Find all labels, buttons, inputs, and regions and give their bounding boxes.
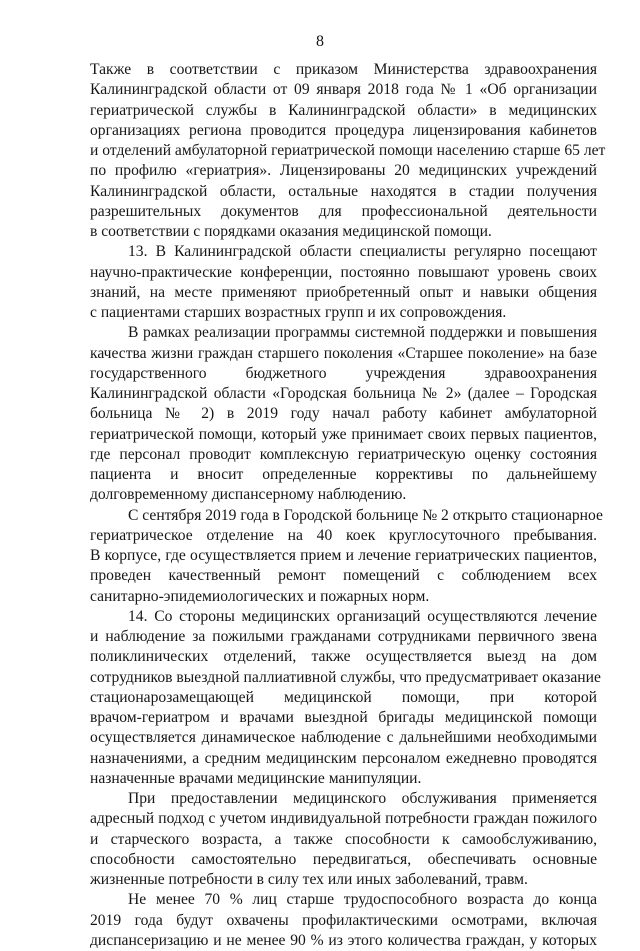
paragraph xyxy=(90,890,597,951)
text-line: 2019 года будут охвачены профилактическими осмотрами, включая xyxy=(90,911,597,929)
text-line: 13. В Калининградской области специалисты регулярно посещают xyxy=(128,243,597,261)
text-line: качества жизни граждан старшего поколения «Старшее поколение» на базе xyxy=(90,344,597,362)
text-line: долговременному диспансерному наблюдению. xyxy=(90,486,407,504)
text-line: В рамках реализации программы системной поддержки и повышения xyxy=(128,324,597,342)
paragraph xyxy=(90,789,597,890)
text-line: способности самостоятельно передвигаться, обеспечивать основные xyxy=(90,850,597,868)
text-line: где персонал проводит комплексную гериатрическую оценку состояния xyxy=(90,445,597,463)
text-line: знаний, на месте применяют приобретенный опыт и навыки общения xyxy=(90,283,597,301)
text-line: государственного бюджетного учреждения здравоохранения xyxy=(90,364,597,382)
text-line: жизненные потребности в силу тех или иных заболеваний, травм. xyxy=(90,871,528,888)
text-line: и старческого возраста, а также способности к самообслуживанию, xyxy=(90,830,597,848)
text-line: в соответствии с порядками оказания медицинской помощи. xyxy=(90,223,492,240)
text-line: адресный подход с учетом индивидуальной потребности граждан пожилого xyxy=(90,810,597,828)
text-line: проведен качественный ремонт помещений с соблюдением всех xyxy=(90,567,597,585)
text-line: Калининградской области «Городская больница № 2» (далее – Городская xyxy=(90,385,597,402)
text-line: гериатрической службы в Калининградской области» в медицинских xyxy=(90,101,597,119)
text-line: санитарно-эпидемиологических и пожарных норм. xyxy=(90,587,430,605)
text-line: поликлинических отделений, также осуществляется выезд на дом xyxy=(90,648,597,666)
paragraph xyxy=(90,60,606,242)
text-line: 14. Со стороны медицинских организаций осуществляются лечение xyxy=(128,607,597,625)
text-line: стационарозамещающей медицинской помощи, при которой xyxy=(90,688,597,706)
text-line: пациента и вносит определенные коррективы по дальнейшему xyxy=(90,466,597,483)
paragraph xyxy=(90,323,597,505)
text-line: гериатрическое отделение на 40 коек круглосуточного пребывания. xyxy=(90,526,597,544)
document-body xyxy=(90,60,606,951)
text-line: и отделений амбулаторной гериатрической помощи населению старше 65 лет xyxy=(90,142,606,159)
paragraph xyxy=(90,506,603,607)
paragraph xyxy=(90,242,597,323)
paragraph xyxy=(90,607,601,789)
text-line: назначениями, а средним медицинским персоналом ежедневно проводятся xyxy=(90,749,597,767)
text-line: С сентября 2019 года в Городской больнице № 2 открыто стационарное xyxy=(128,506,603,524)
text-line: врачом-гериатром и врачами выездной бригады медицинской помощи xyxy=(90,709,597,726)
text-line: и наблюдение за пожилыми гражданами сотрудниками первичного звена xyxy=(90,628,597,645)
text-line: научно-практические конференции, постоянно повышают уровень своих xyxy=(90,263,597,281)
text-line: сотрудников выездной паллиативной службы, что предусматривает оказание xyxy=(90,668,601,686)
text-line: Калининградской области от 09 января 2018 года № 1 «Об организации xyxy=(90,81,597,99)
text-line: организациях региона проводится процедура лицензирования кабинетов xyxy=(90,121,597,139)
text-line: по профилю «гериатрия». Лицензированы 20 медицинских учреждений xyxy=(90,162,597,180)
text-line: Также в соответствии с приказом Министерства здравоохранения xyxy=(90,61,597,78)
text-line: Калининградской области, остальные находятся в стадии получения xyxy=(90,182,597,200)
text-line: назначенные врачами медицинские манипуляции. xyxy=(90,769,422,787)
text-line: Не менее 70 % лиц старше трудоспособного возраста до конца xyxy=(128,891,597,909)
text-line: больница № 2) в 2019 году начал работу кабинет амбулаторной xyxy=(90,405,597,423)
page-number: 8 xyxy=(316,33,324,50)
text-line: гериатрической помощи, который уже принимает своих первых пациентов, xyxy=(90,425,597,443)
text-line: разрешительных документов для профессиональной деятельности xyxy=(90,202,597,220)
text-line: В корпусе, где осуществляется прием и лечение гериатрических пациентов, xyxy=(90,547,597,564)
text-line: осуществляется динамическое наблюдение с дальнейшими необходимыми xyxy=(90,729,597,747)
text-line: При предоставлении медицинского обслуживания применяется xyxy=(128,790,597,807)
text-line: диспансеризацию и не менее 90 % из этого количества граждан, у которых xyxy=(90,931,597,949)
text-line: с пациентами старших возрастных групп и их сопровождения. xyxy=(90,304,507,321)
